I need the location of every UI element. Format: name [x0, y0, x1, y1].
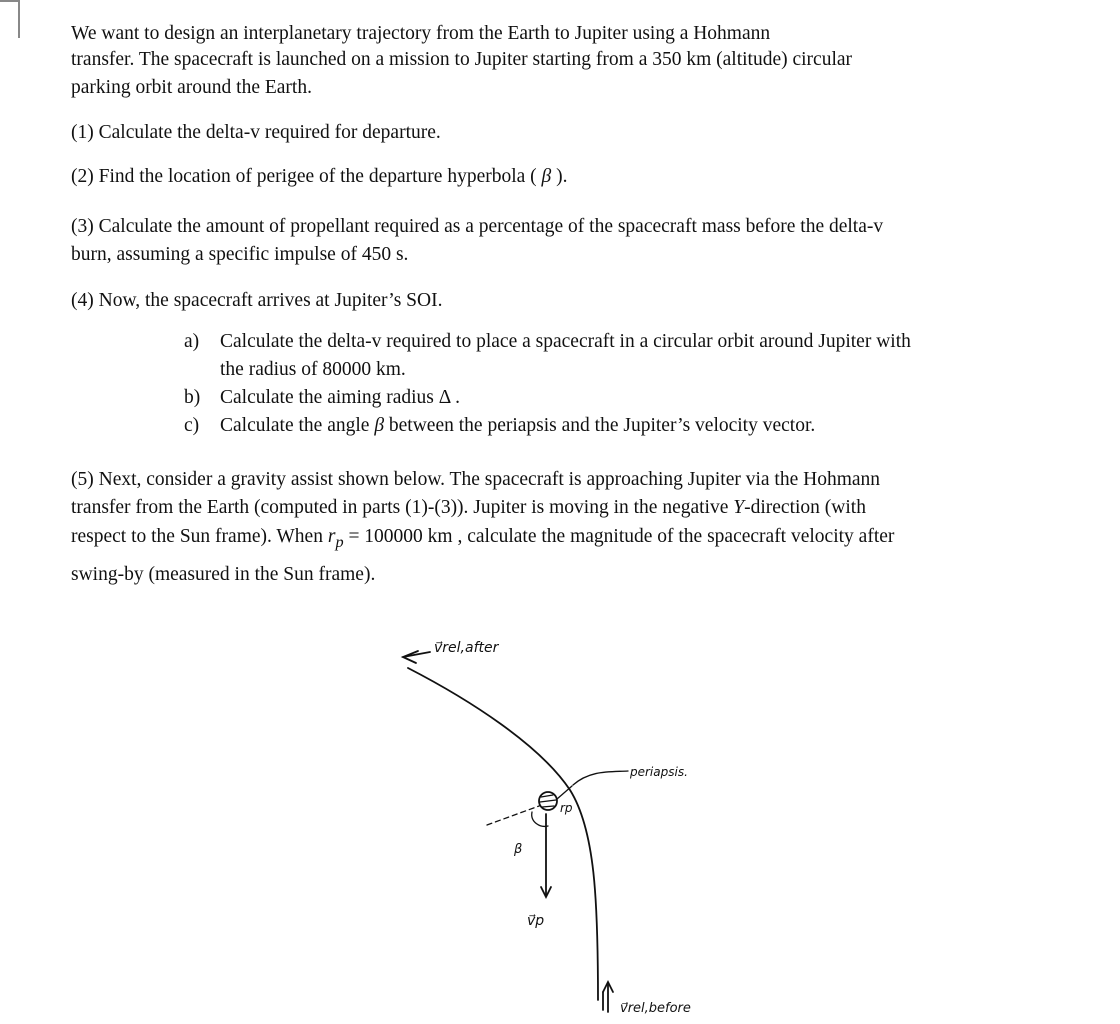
- rp-line: [557, 786, 572, 799]
- question-5-line: (5) Next, consider a gravity assist shown below. The spacecraft is approaching Jupiter via the Hohmann: [71, 469, 881, 490]
- rp-label: rp: [560, 801, 573, 815]
- v-before-label: v⃗rel,before: [620, 1001, 691, 1016]
- jupiter-hatch: [540, 795, 556, 807]
- vp-label: v⃗p: [527, 913, 545, 929]
- q5-text: transfer from the Earth (computed in parts (1)-(3)). Jupiter is moving in the negative: [71, 497, 734, 518]
- beta-symbol: β: [541, 166, 552, 187]
- rp-variable: r: [327, 526, 336, 547]
- item-c-pre: Calculate the angle: [220, 415, 375, 436]
- question-3-line: burn, assuming a specific impulse of 450 s.: [71, 244, 409, 265]
- item-b-label: b): [184, 387, 201, 408]
- item-c-post: between the periapsis and the Jupiter’s velocity vector.: [388, 415, 816, 436]
- y-variable: Y: [733, 497, 745, 518]
- question-2-suffix: ).: [556, 166, 568, 187]
- q5-text: -direction (with: [744, 497, 866, 518]
- q5-text: respect to the Sun frame). When: [71, 526, 328, 547]
- question-5-line: swing-by (measured in the Sun frame).: [71, 564, 376, 585]
- intro-line: We want to design an interplanetary trajectory from the Earth to Jupiter using a Hohmann: [71, 23, 771, 44]
- item-b-text: Calculate the aiming radius Δ .: [220, 387, 460, 408]
- question-2-text: (2) Find the location of perigee of the departure hyperbola (: [71, 166, 537, 187]
- item-a-label: a): [184, 331, 200, 352]
- question-3-line: (3) Calculate the amount of propellant required as a percentage of the spacecraft mass before the delta-v: [71, 216, 884, 237]
- q5-text: = 100000 km , calculate the magnitude of the spacecraft velocity after: [343, 526, 895, 547]
- question-1: (1) Calculate the delta-v required for departure.: [71, 122, 441, 143]
- v-after-label: v⃗rel,after: [434, 640, 499, 656]
- item-c-label: c): [184, 415, 200, 436]
- intro-line: transfer. The spacecraft is launched on a mission to Jupiter starting from a 350 km (altitude) circular: [71, 49, 853, 70]
- question-4: (4) Now, the spacecraft arrives at Jupiter’s SOI.: [71, 290, 443, 311]
- intro-line: parking orbit around the Earth.: [71, 77, 312, 98]
- periapsis-label: periapsis.: [630, 765, 688, 779]
- periapsis-pointer: [573, 771, 628, 785]
- hyperbolic-trajectory: [408, 668, 598, 1000]
- item-a-text: Calculate the delta-v required to place a spacecraft in a circular orbit around Jupiter with: [220, 331, 911, 352]
- item-a-text: the radius of 80000 km.: [220, 359, 406, 380]
- beta-symbol: β: [374, 415, 385, 436]
- rp-subscript: p: [335, 532, 344, 551]
- beta-label: β: [514, 842, 523, 857]
